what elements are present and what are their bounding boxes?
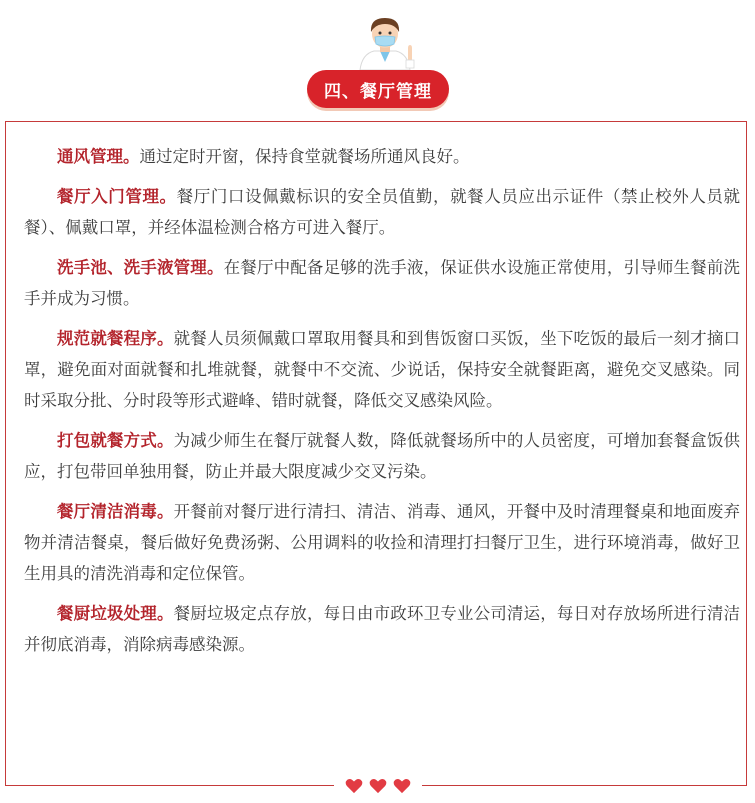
paragraph-handwash	[24, 252, 740, 314]
paragraph-text: 餐厨垃圾定点存放，每日由市政环卫专业公司清运，每日对存放场所进行清洁并彻底消毒，消除病毒感染源。	[24, 604, 741, 654]
paragraph-lead: 打包就餐方式。	[57, 431, 174, 450]
paragraph-text: 就餐人员须佩戴口罩取用餐具和到售饭窗口买饭，坐下吃饭的最后一刻才摘口罩，避免面对面就餐和扎堆就餐，就餐中不交流、少说话，保持安全就餐距离，避免交叉感染。同时采取分批、分时段等形式避峰、错时就餐，降低交叉感染风险。	[24, 329, 741, 410]
content-body	[24, 141, 740, 669]
paragraph-lead: 通风管理。	[57, 147, 140, 166]
paragraph-lead: 洗手池、洗手液管理。	[57, 258, 224, 277]
heart-icon	[345, 778, 363, 794]
paragraph-waste	[24, 598, 740, 660]
paragraph-lead: 餐厅清洁消毒。	[57, 502, 174, 521]
paragraph-cleaning	[24, 496, 740, 589]
paragraph-ventilation	[24, 141, 740, 172]
heart-icon	[393, 778, 411, 794]
paragraph-dining-procedure	[24, 323, 740, 416]
paragraph-lead: 餐厨垃圾处理。	[57, 604, 174, 623]
paragraph-text: 通过定时开窗，保持食堂就餐场所通风良好。	[139, 147, 470, 166]
footer-hearts	[334, 775, 422, 797]
paragraph-text: 在餐厅中配备足够的洗手液，保证供水设施正常使用，引导师生餐前洗手并成为习惯。	[24, 258, 741, 308]
paragraph-takeaway	[24, 425, 740, 487]
doctor-mascot-icon	[348, 10, 422, 70]
section-title: 四、餐厅管理	[307, 70, 449, 108]
paragraph-entry	[24, 181, 740, 243]
paragraph-lead: 规范就餐程序。	[57, 329, 174, 348]
heart-icon	[369, 778, 387, 794]
paragraph-lead: 餐厅入门管理。	[57, 187, 177, 206]
paragraph-text: 开餐前对餐厅进行清扫、清洁、消毒、通风，开餐中及时清理餐桌和地面废弃物并清洁餐桌，餐后做好免费汤粥、公用调料的收捡和清理打扫餐厅卫生，进行环境消毒，做好卫生用具的清洗消毒和定位保管。	[24, 502, 741, 583]
paragraph-text: 为减少师生在餐厅就餐人数，降低就餐场所中的人员密度，可增加套餐盒饭供应，打包带回单独用餐，防止并最大限度减少交叉污染。	[24, 431, 741, 481]
paragraph-text: 餐厅门口设佩戴标识的安全员值勤，就餐人员应出示证件（禁止校外人员就餐）、佩戴口罩，并经体温检测合格方可进入餐厅。	[24, 187, 741, 237]
